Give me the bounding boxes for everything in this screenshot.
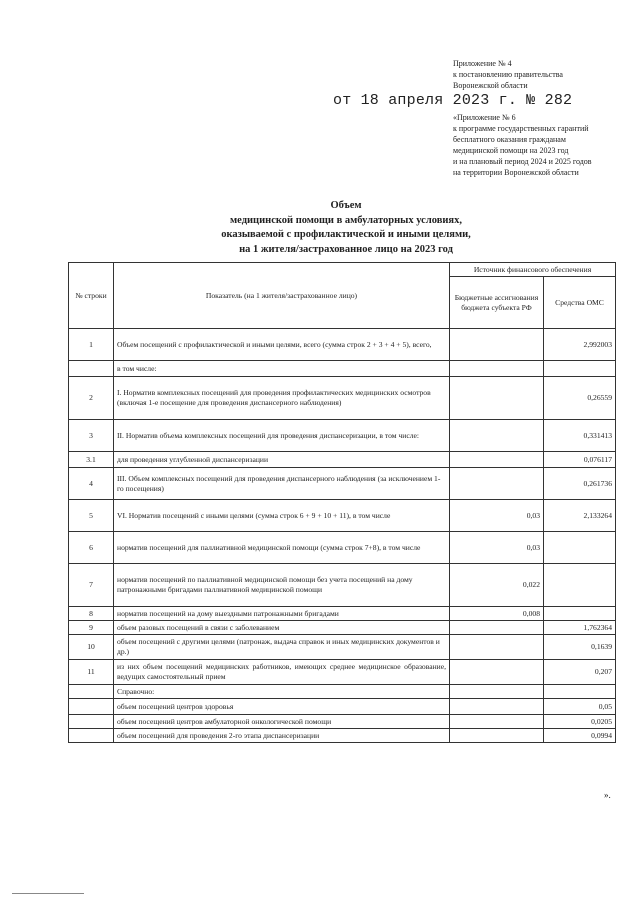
row-indicator: I. Норматив комплексных посещений для проведения профилактических медицинских осмотров (включая 1-е посещение для проведения диспансерного наблюдения) [114, 377, 450, 420]
closing-quote-mark: ». [604, 790, 611, 800]
row-budget [450, 377, 544, 420]
header-indicator: Показатель (на 1 жителя/застрахованное лицо) [114, 263, 450, 329]
row-number: 3.1 [69, 452, 114, 468]
footnote-divider [12, 893, 84, 894]
row-number: 4 [69, 468, 114, 500]
row-budget [450, 361, 544, 377]
row-indicator: норматив посещений для паллиативной медицинской помощи (сумма строк 7+8), в том числе [114, 532, 450, 564]
title-line: медицинской помощи в амбулаторных условиях, [230, 214, 462, 226]
header-source: Источник финансового обеспечения [450, 263, 616, 277]
row-budget: 0,022 [450, 564, 544, 607]
row-oms: 0,331413 [544, 420, 616, 452]
row-number [69, 729, 114, 743]
row-number: 1 [69, 329, 114, 361]
row-number: 9 [69, 621, 114, 635]
row-number: 5 [69, 500, 114, 532]
row-budget: 0,03 [450, 500, 544, 532]
row-indicator: норматив посещений на дому выездными патронажными бригадами [114, 607, 450, 621]
row-indicator: объем разовых посещений в связи с заболеванием [114, 621, 450, 635]
appendix-line: Приложение № 4 [453, 59, 512, 68]
row-number: 11 [69, 660, 114, 685]
row-budget [450, 715, 544, 729]
appendix-quote-line: бесплатного оказания гражданам [453, 135, 566, 144]
row-number: 8 [69, 607, 114, 621]
row-oms [544, 607, 616, 621]
appendix-quote-line: «Приложение № 6 [453, 113, 516, 122]
row-number [69, 715, 114, 729]
decree-date-number: от 18 апреля 2023 г. № 282 [333, 92, 573, 109]
row-budget [450, 660, 544, 685]
row-number: 7 [69, 564, 114, 607]
row-indicator: из них объем посещений медицинских работников, имеющих среднее медицинское образование, ведущих самостоятельный прием [114, 660, 450, 685]
row-indicator: объем посещений с другими целями (патронаж, выдача справок и иных медицинских документов и др.) [114, 635, 450, 660]
appendix-line: Воронежской области [453, 81, 528, 90]
row-budget [450, 621, 544, 635]
row-number: 3 [69, 420, 114, 452]
row-oms: 0,076117 [544, 452, 616, 468]
title-line: оказываемой с профилактической и иными целями, [221, 229, 471, 240]
row-oms: 0,207 [544, 660, 616, 685]
row-budget [450, 699, 544, 715]
row-budget [450, 729, 544, 743]
title-line: на 1 жителя/застрахованное лицо на 2023 год [239, 243, 453, 255]
row-budget [450, 635, 544, 660]
row-indicator: II. Норматив объема комплексных посещений для проведения диспансеризации, в том числе: [114, 420, 450, 452]
row-oms [544, 564, 616, 607]
row-oms: 1,762364 [544, 621, 616, 635]
appendix-quote-line: и на плановый период 2024 и 2025 годов [453, 157, 592, 166]
appendix-quote-line: медицинской помощи на 2023 год [453, 146, 569, 155]
row-budget [450, 468, 544, 500]
row-indicator: объем посещений для проведения 2-го этапа диспансеризации [114, 729, 450, 743]
row-oms: 0,26559 [544, 377, 616, 420]
row-budget [450, 420, 544, 452]
row-budget: 0,008 [450, 607, 544, 621]
row-indicator: для проведения углубленной диспансеризации [114, 452, 450, 468]
row-oms: 0,0994 [544, 729, 616, 743]
row-indicator: объем посещений центров амбулаторной онкологической помощи [114, 715, 450, 729]
document-title [196, 199, 496, 257]
row-number: 6 [69, 532, 114, 564]
row-indicator: норматив посещений по паллиативной медицинской помощи без учета посещений на дому патронажными бригадами паллиативной медицинской помощи [114, 564, 450, 607]
row-oms: 0,261736 [544, 468, 616, 500]
row-number [69, 361, 114, 377]
row-number: 2 [69, 377, 114, 420]
row-indicator: Объем посещений с профилактической и иными целями, всего (сумма строк 2 + 3 + 4 + 5), всего, [114, 329, 450, 361]
row-indicator: VI. Норматив посещений с иными целями (сумма строк 6 + 9 + 10 + 11), в том числе [114, 500, 450, 532]
row-number: 10 [69, 635, 114, 660]
row-budget: 0,03 [450, 532, 544, 564]
row-indicator: Справочно: [114, 685, 450, 699]
row-oms: 0,05 [544, 699, 616, 715]
appendix-header [453, 58, 563, 91]
row-oms [544, 532, 616, 564]
row-indicator: объем посещений центров здоровья [114, 699, 450, 715]
row-number [69, 699, 114, 715]
header-oms: Средства ОМС [544, 277, 616, 329]
row-oms: 2,992003 [544, 329, 616, 361]
title-line: Объем [330, 200, 362, 211]
volume-table [68, 262, 616, 743]
row-oms [544, 685, 616, 699]
row-budget [450, 452, 544, 468]
row-oms [544, 361, 616, 377]
appendix-quote-line: на территории Воронежской области [453, 168, 579, 177]
appendix-quote-line: к программе государственных гарантий [453, 124, 589, 133]
row-oms: 0,1639 [544, 635, 616, 660]
appendix-line: к постановлению правительства [453, 70, 563, 79]
row-indicator: III. Объем комплексных посещений для проведения диспансерного наблюдения (за исключением 1-го посещения) [114, 468, 450, 500]
row-budget [450, 329, 544, 361]
header-row-no: № строки [69, 263, 114, 329]
row-number [69, 685, 114, 699]
header-budget: Бюджетные ассигнования бюджета субъекта РФ [450, 277, 544, 329]
row-budget [450, 685, 544, 699]
row-indicator: в том числе: [114, 361, 450, 377]
appendix-quote [453, 112, 592, 178]
row-oms: 2,133264 [544, 500, 616, 532]
row-oms: 0,0205 [544, 715, 616, 729]
